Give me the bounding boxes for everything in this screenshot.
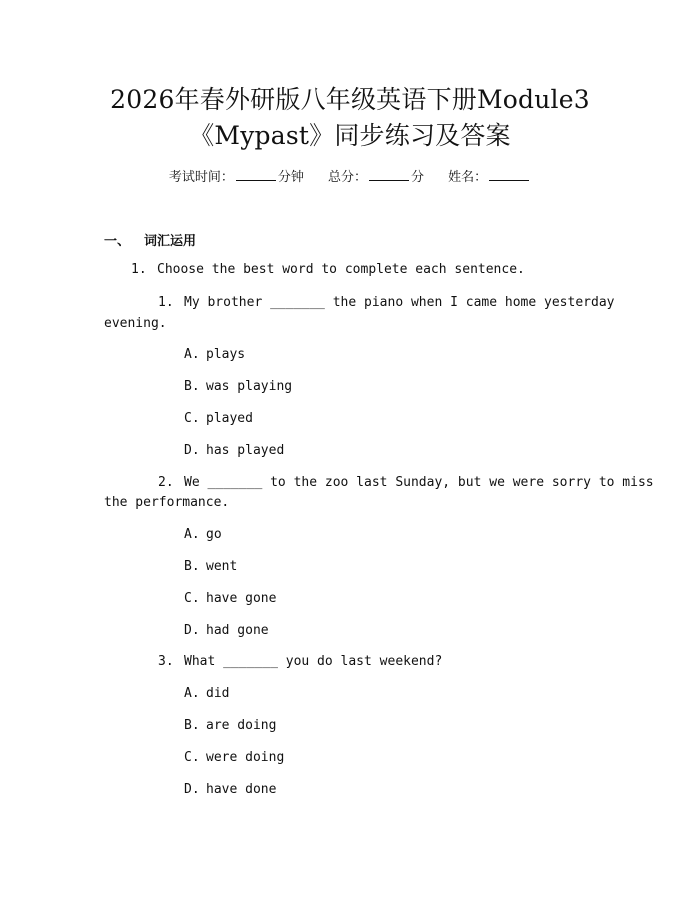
- option-2c: [184, 590, 276, 608]
- document-title-line-1: 2026年春外研版八年级英语下册Module3: [110, 85, 590, 114]
- question-1-continuation: evening.: [104, 316, 167, 331]
- section-number: 一、: [104, 234, 131, 249]
- option-text: have gone: [206, 591, 277, 606]
- option-text: played: [206, 411, 253, 426]
- task-number: 1.: [131, 262, 147, 277]
- question-2-continuation: the performance.: [104, 495, 230, 510]
- option-3d: [184, 781, 276, 799]
- option-1c: [184, 410, 253, 428]
- option-label: A.: [184, 527, 200, 542]
- task-instruction: [131, 261, 525, 279]
- exam-time-label: 考试时间：: [168, 170, 234, 185]
- option-label: B.: [184, 379, 200, 394]
- option-text: was playing: [206, 379, 293, 394]
- exam-name-label: 姓名：: [448, 170, 488, 185]
- option-text: had gone: [206, 623, 269, 638]
- exam-time-blank: [236, 168, 276, 181]
- option-label: B.: [184, 718, 200, 733]
- option-1b: [184, 378, 292, 396]
- section-heading: [104, 230, 196, 249]
- option-2d: [184, 622, 269, 640]
- question-text: My brother _______ the piano when I came home yesterday: [184, 295, 615, 310]
- question-text: We _______ to the zoo last Sunday, but we were sorry to miss: [184, 475, 654, 490]
- question-number: 3.: [158, 654, 174, 669]
- task-text: Choose the best word to complete each sentence.: [157, 262, 525, 277]
- option-text: plays: [206, 347, 246, 362]
- question-number: 1.: [158, 295, 174, 310]
- option-label: C.: [184, 591, 200, 606]
- option-text: went: [206, 559, 238, 574]
- option-label: A.: [184, 347, 200, 362]
- option-2b: [184, 558, 237, 576]
- question-text: What _______ you do last weekend?: [184, 654, 443, 669]
- option-text: have done: [206, 782, 277, 797]
- option-text: go: [206, 527, 222, 542]
- option-label: A.: [184, 686, 200, 701]
- exam-meta: [0, 168, 700, 187]
- option-1d: [184, 442, 284, 460]
- exam-score-label: 总分：: [327, 170, 367, 185]
- exam-name-blank: [489, 168, 529, 181]
- exam-score: [328, 170, 424, 185]
- question-1: [158, 294, 614, 312]
- exam-name: [448, 170, 531, 185]
- option-label: D.: [184, 782, 200, 797]
- option-3b: [184, 717, 276, 735]
- option-label: B.: [184, 559, 200, 574]
- option-3a: [184, 685, 229, 703]
- question-number: 2.: [158, 475, 174, 490]
- option-1a: [184, 346, 245, 364]
- question-3: [158, 653, 442, 671]
- exam-time-unit: 分钟: [277, 170, 304, 185]
- option-text: has played: [206, 443, 285, 458]
- question-2: [158, 474, 654, 492]
- document-title-line-2: 《Mypast》同步练习及答案: [189, 121, 511, 150]
- option-label: D.: [184, 443, 200, 458]
- option-label: D.: [184, 623, 200, 638]
- exam-time: [169, 170, 304, 185]
- section-title: 词汇运用: [144, 234, 197, 249]
- option-text: were doing: [206, 750, 285, 765]
- option-text: are doing: [206, 718, 277, 733]
- option-3c: [184, 749, 284, 767]
- option-label: C.: [184, 750, 200, 765]
- option-2a: [184, 526, 222, 544]
- exam-score-unit: 分: [411, 170, 425, 185]
- exam-score-blank: [369, 168, 409, 181]
- option-text: did: [206, 686, 230, 701]
- option-label: C.: [184, 411, 200, 426]
